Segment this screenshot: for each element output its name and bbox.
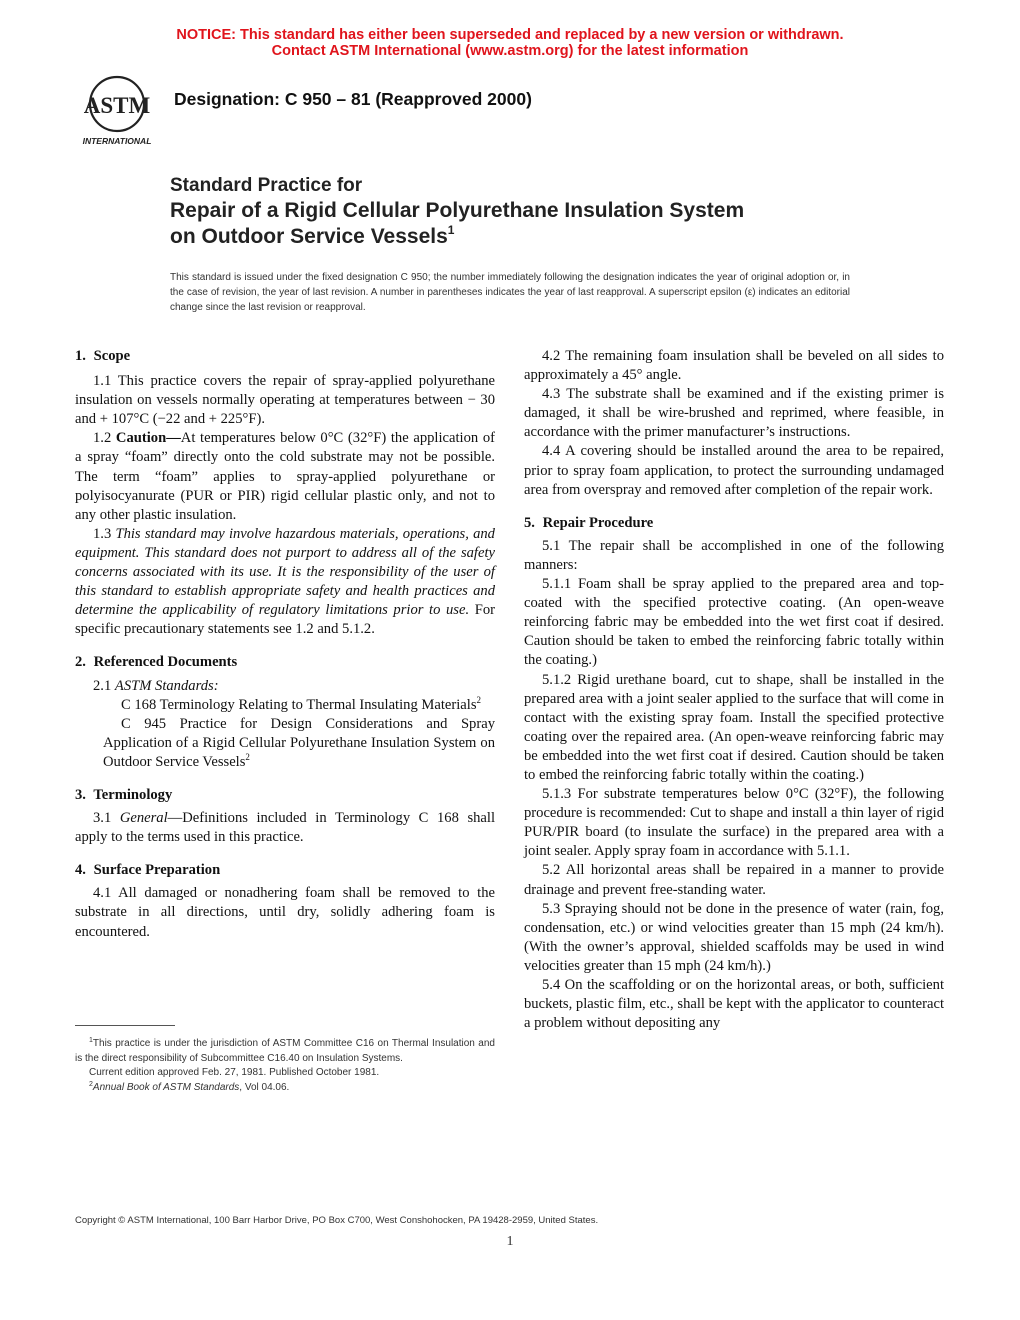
paragraph-4-2: 4.2 The remaining foam insulation shall be beveled on all sides to approximately a 45° angle. [524, 348, 944, 384]
paragraph-3-1 [75, 809, 495, 847]
paragraph-text: At temperatures below 0°C (32°F) the application of a spray “foam” directly onto the cold substrate may not be possible. The term “foam” applies to spray-applied polyurethane or polyisocyanurate (PUR or PIR) rigid cellular plastic only, and not to any other plastic insulation. [75, 430, 495, 523]
section-number: 5. [524, 514, 535, 531]
section-number: 2. [75, 654, 86, 671]
caution-label: Caution— [115, 430, 181, 447]
footnote-divider [75, 1025, 175, 1026]
astm-logo [74, 70, 160, 150]
page-number: 1 [506, 1234, 514, 1249]
paragraph-1-1: 1.1 This practice covers the repair of spray-applied polyurethane insulation on vessels normally operating at temperatures between − 30 and + 107°C (−22 and + 225°F). [75, 373, 495, 428]
footnotes [75, 1037, 495, 1095]
right-column [524, 347, 944, 1033]
section-heading-surface-preparation [75, 861, 495, 880]
section-number: 4. [75, 862, 86, 879]
footnote-mark: 1 [89, 1037, 93, 1044]
notice-line-1: NOTICE: This standard has either been superseded and replaced by a new version or withdrawn. [176, 27, 844, 43]
footnote-mark: 2 [476, 694, 482, 705]
footnote-title: Annual Book of ASTM Standards [92, 1081, 240, 1093]
paragraph-5-4: 5.4 On the scaffolding or on the horizontal areas, or both, sufficient buckets, plastic film, etc., shall be kept with the applicator to counteract a problem without depositing any [524, 977, 944, 1032]
paragraph-4-3: 4.3 The substrate shall be examined and if the existing primer is damaged, it shall be wire-brushed and reprimed, where feasible, in accordance with the primer manufacturer’s instructions. [524, 386, 944, 441]
safety-statement: This standard may involve hazardous materials, operations, and equipment. This standard does not purport to address all of the safety concerns associated with its use. It is the responsibility of the user of this standard to establish appropriate safety and health practices and determine the applicability of regulatory limitations prior to use. [75, 525, 495, 619]
left-column [75, 347, 495, 942]
section-title: Repair Procedure [542, 514, 654, 531]
section-number: 1. [75, 348, 86, 364]
paragraph-number: 3.1 [93, 810, 112, 827]
paragraph-1-2 [75, 429, 495, 524]
footnote-1 [75, 1037, 495, 1066]
footnote-1-edition: Current edition approved Feb. 27, 1981. Published October 1981. [89, 1067, 380, 1078]
logo-letters: ASTM [83, 93, 151, 118]
section-title: Scope [93, 348, 131, 364]
paragraph-2-1 [75, 677, 495, 696]
intro-paragraph: This standard is issued under the fixed designation C 950; the number immediately following the designation indicates the year of original adoption or, in the case of revision, the year of last revision. A number in parentheses indicates the year of last reapproval. A superscript epsilon (ε) indicates an editorial change since the last revision or reapproval. [170, 272, 850, 314]
section-number: 3. [75, 786, 86, 803]
paragraph-5-2: 5.2 All horizontal areas shall be repaired in a manner to provide drainage and prevent free-standing water. [524, 862, 944, 898]
astm-logo-icon [74, 70, 160, 150]
reference-c168 [75, 696, 495, 715]
section-title: Terminology [93, 786, 173, 803]
paragraph-5-3: 5.3 Spraying should not be done in the presence of water (rain, fog, condensation, etc.) or wind velocities greater than 15 mph (24 km/h). (With the owner’s approval, shielded scaffolds may be used in wind velocities greater than 15 mph (24 km/h).) [524, 900, 944, 974]
paragraph-text: ASTM Standards: [114, 677, 219, 694]
footnote-mark: 2 [245, 751, 250, 762]
title-line-1: Standard Practice for [170, 175, 363, 196]
title-line-3 [170, 224, 744, 250]
reference-text: C 168 Terminology Relating to Thermal Insulating Materials [121, 696, 477, 713]
logo-caption: INTERNATIONAL [82, 136, 152, 146]
paragraph-text: For specific precautionary statements see 1.2 and 5.1.2. [75, 602, 495, 638]
footnote-text: , Vol 04.06. [239, 1081, 290, 1093]
footnote-mark: 2 [89, 1080, 93, 1088]
paragraph-text: —Definitions included in Terminology C 168 shall apply to the terms used in this practice. [75, 810, 496, 846]
document-title [170, 174, 744, 250]
reference-c945 [75, 715, 495, 772]
title-line-2: Repair of a Rigid Cellular Polyurethane Insulation System [170, 199, 745, 222]
paragraph-5-1: 5.1 The repair shall be accomplished in one of the following manners: [524, 537, 944, 573]
notice-line-2: Contact ASTM International (www.astm.org) for the latest information [271, 43, 749, 59]
paragraph-4-1: 4.1 All damaged or nonadhering foam shall be removed to the substrate in all directions, until dry, solidly adhering foam is encountered. [75, 885, 495, 940]
title-footnote-mark: 1 [447, 223, 455, 237]
section-heading-scope [75, 347, 495, 366]
withdrawal-notice [0, 27, 1020, 59]
paragraph-number: 2.1 [93, 677, 112, 694]
section-heading-referenced-documents [75, 653, 495, 672]
paragraph-5-1-1: 5.1.1 Foam shall be spray applied to the prepared area and top-coated with the specified protective coating. (An open-weave reinforcing fabric may be embedded into the wet first coat if desired. Caution should be taken to embed the reinforcing fabric totally within the coating.) [524, 576, 944, 669]
section-title: Referenced Documents [93, 654, 238, 671]
section-heading-terminology [75, 786, 495, 805]
section-title: Surface Preparation [93, 862, 221, 879]
footnote-text: This practice is under the jurisdiction of ASTM Committee C16 on Thermal Insulation and is the direct responsibility of Subcommittee C16.40 on Insulation Systems. [75, 1038, 495, 1064]
term-label: General [119, 810, 168, 827]
paragraph-5-1-3: 5.1.3 For substrate temperatures below 0°C (32°F), the following procedure is recommended: Cut to shape and install a thin layer of rigid PUR/PIR board (to insulate the surface) in the prepared area with a joint sealer. Apply spray foam in accordance with 5.1.1. [524, 786, 944, 860]
paragraph-5-1-2: 5.1.2 Rigid urethane board, cut to shape, shall be installed in the prepared area with a joint sealer applied to the surface that will come in contact with the existing spray foam. Install the specified protective coating over the repaired area. (An open-weave reinforcing fabric may be embedded into the wet first coat if desired. Caution should be taken to embed the reinforcing fabric totally within the coating.) [524, 671, 944, 783]
designation: Designation: C 950 – 81 (Reapproved 2000) [174, 89, 532, 109]
paragraph-number: 1.3 [93, 525, 112, 542]
title-line-3-text: on Outdoor Service Vessels [170, 225, 448, 248]
section-heading-repair-procedure [524, 514, 944, 533]
reference-text: C 945 Practice for Design Considerations and Spray Application of a Rigid Cellular Polyurethane Insulation System on Outdoor Service Vessels [103, 715, 495, 770]
paragraph-1-3 [75, 525, 495, 640]
footnote-2 [75, 1081, 495, 1096]
paragraph-number: 1.2 [93, 430, 112, 447]
paragraph-4-4: 4.4 A covering should be installed around the area to be repaired, prior to spray foam application, to protect the surrounding undamaged area from overspray and removed after completion of the repair work. [524, 443, 944, 498]
copyright-line: Copyright © ASTM International, 100 Barr Harbor Drive, PO Box C700, West Conshohocken, PA 19428-2959, United States. [75, 1215, 599, 1226]
